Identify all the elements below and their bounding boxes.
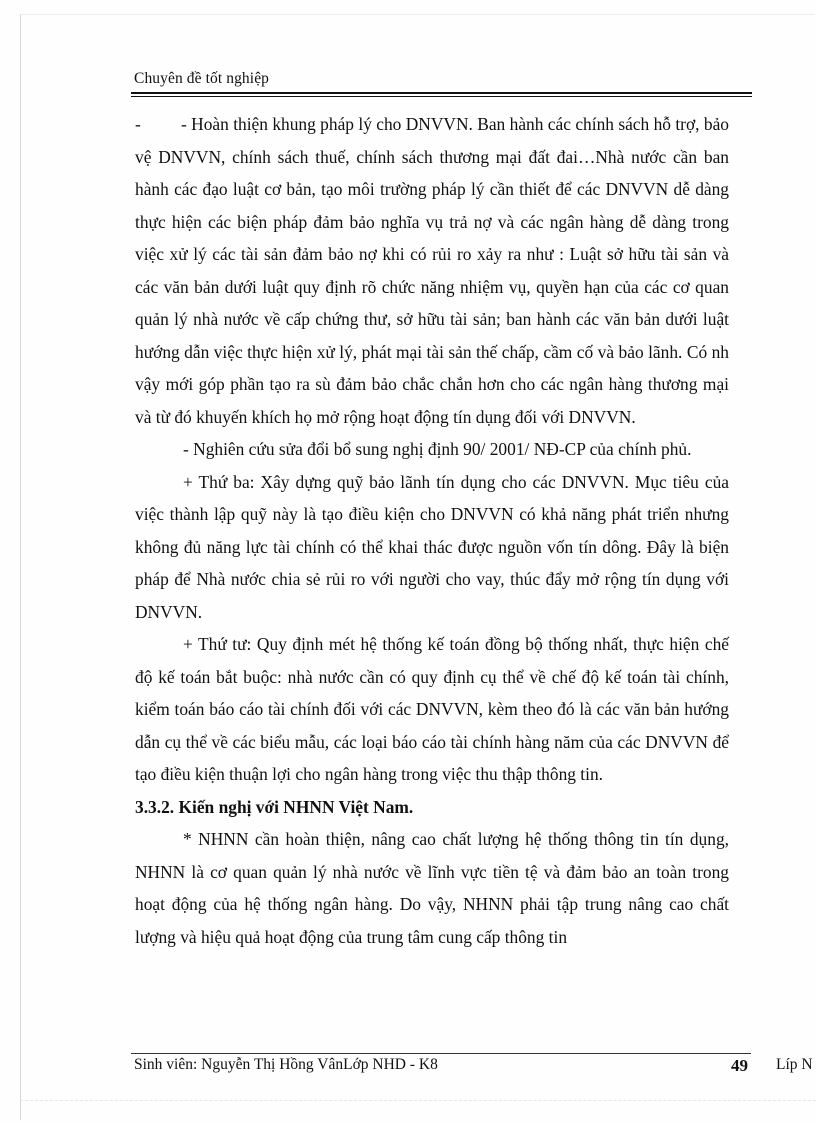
footer-rule — [131, 1053, 751, 1054]
paragraph-accounting-system: + Thứ tư: Quy định mét hệ thống kế toán đồng bộ thống nhất, thực hiện chế độ kế toán bắt buộc: nhà nước cần có quy định cụ thể về chế độ kế toán tài chính, kiểm toán báo cáo tài chính đối với các DNVVN, kèm theo đó là các văn bản hướng dẫn cụ thể về các biểu mẫu, các loại báo cáo tài chính hàng năm của các DNVVN để tạo điều kiện thuận lợi cho ngân hàng trong việc thu thập thông tin. — [135, 634, 729, 784]
paragraph-legal-framework — [135, 108, 729, 433]
header-rule-thin — [131, 96, 752, 97]
footer-class-label: Líp N — [776, 1056, 813, 1073]
page-number: 49 — [731, 1056, 748, 1075]
document-body — [135, 108, 729, 953]
paragraph-sbv-information: * NHNN cần hoàn thiện, nâng cao chất lượng hệ thống thông tin tín dụng, NHNN là cơ quan quản lý nhà nước về lĩnh vực tiền tệ và đảm bảo an toàn trong hoạt động của hệ thống ngân hàng. Do vậy, NHNN phải tập trung nâng cao chất lượng và hiệu quả hoạt động của trung tâm cung cấp thông tin — [135, 829, 729, 947]
paragraph-decree-revision: - Nghiên cứu sửa đổi bổ sung nghị định 90/ 2001/ NĐ-CP của chính phủ. — [183, 439, 692, 459]
header-rule-thick — [131, 92, 752, 94]
running-header: Chuyên đề tốt nghiệp — [134, 70, 270, 87]
footer-student: Sinh viên: Nguyễn Thị Hồng VânLớp NHD - K8 — [134, 1056, 438, 1073]
section-heading: 3.3.2. Kiến nghị với NHNN Việt Nam. — [135, 796, 414, 817]
list-marker: - — [135, 114, 141, 134]
page-edge — [20, 1100, 816, 1101]
paragraph-text: - Hoàn thiện khung pháp lý cho DNVVN. Ban hành các chính sách hỗ trợ, bảo vệ DNVVN, chính sách thuế, chính sách thương mại đất đai…Nhà nước cần ban hành các đạo luật cơ bản, tạo môi trường pháp lý cần thiết để các DNVVN dễ dàng thực hiện các biện pháp đảm bảo nghĩa vụ trả nợ và các ngân hàng dễ dàng trong việc xử lý các tài sản đảm bảo nợ khi có rủi ro xảy ra như : Luật sở hữu tài sản và các văn bản dưới luật quy định rõ chức năng nhiệm vụ, quyền hạn của các cơ quan quản lý nhà nước về cấp chứng thư, sở hữu tài sản; ban hành các văn bản dưới luật hướng dẫn việc thực hiện xử lý, phát mại tài sản thế chấp, cầm cố và bảo lãnh. Có nh vậy mới góp phần tạo ra sù đảm bảo chắc chắn hơn cho các ngân hàng thương mại và từ đó khuyến khích họ mở rộng hoạt động tín dụng đối với DNVVN. — [135, 114, 729, 427]
paragraph-credit-guarantee-fund: + Thứ ba: Xây dựng quỹ bảo lãnh tín dụng cho các DNVVN. Mục tiêu của việc thành lập quỹ này là tạo điều kiện cho DNVVN có khả năng phát triển nhưng không đủ năng lực tài chính có thể khai thác được nguồn vốn tín dông. Đây là biện pháp để Nhà nước chia sẻ rủi ro với người cho vay, thúc đẩy mở rộng tín dụng với DNVVN. — [135, 471, 729, 622]
